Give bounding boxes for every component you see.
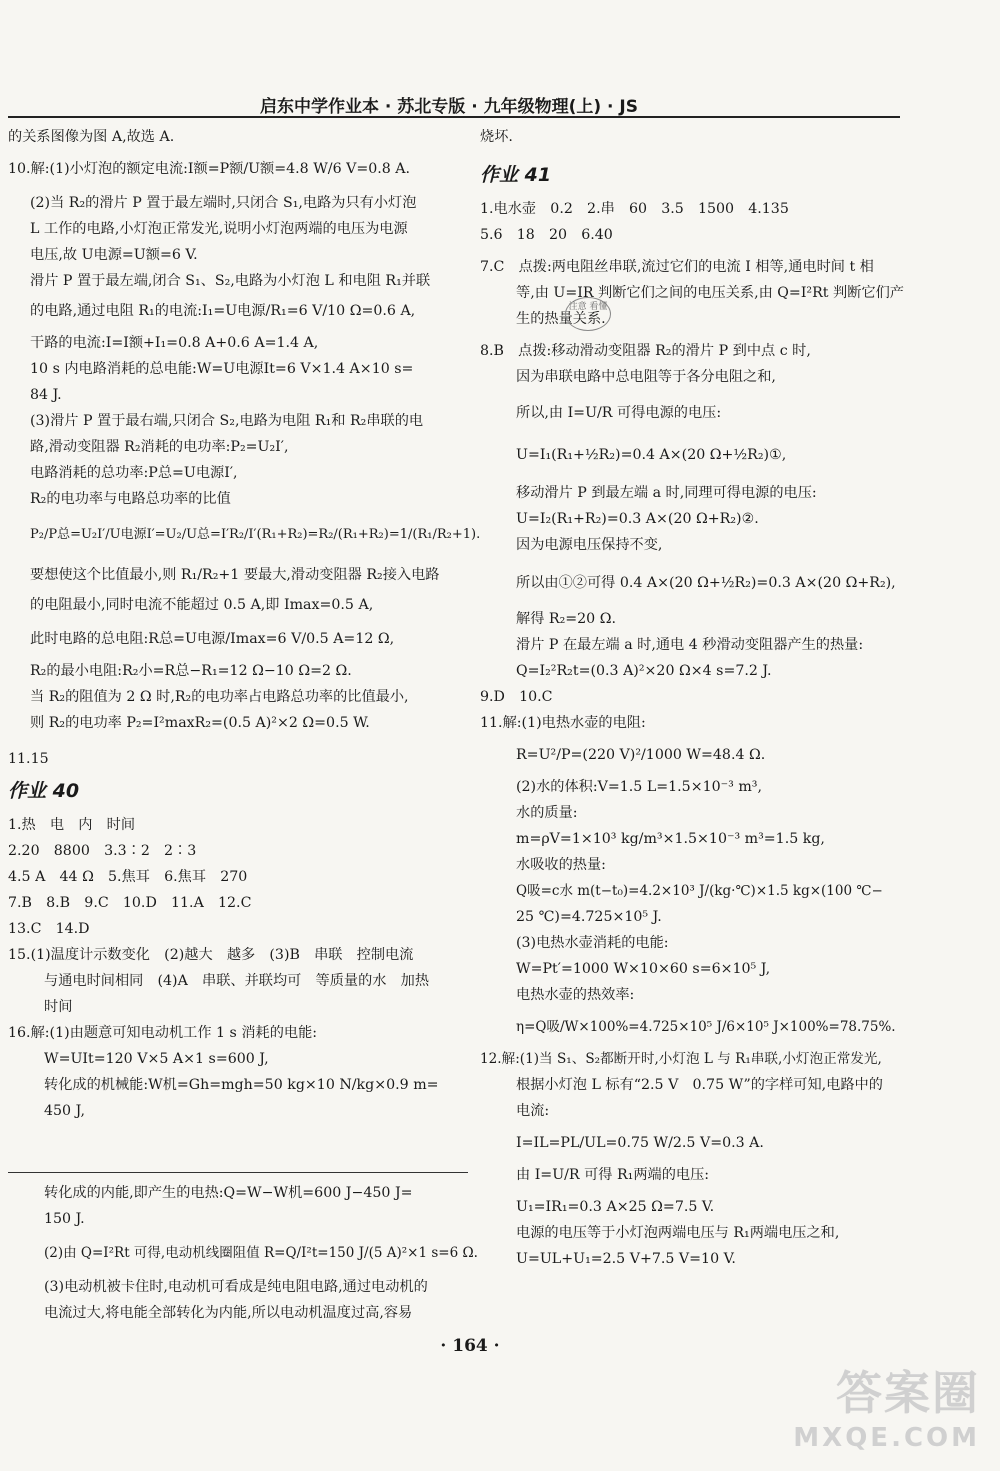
text-line: 11.15: [8, 751, 49, 767]
formula-line: P₂/P总=U₂I′/U电源I′=U₂/U总=I′R₂/I′(R₁+R₂)=R₂/(R₁+R₂)=1/(R₁/R₂+1).: [30, 527, 481, 542]
text-line: 电压,故 U电源=U额=6 V.: [30, 247, 198, 263]
answer-line: 生的热量关系.: [516, 311, 606, 327]
answer-line: 4.5 A 44 Ω 5.焦耳 6.焦耳 270: [8, 869, 248, 885]
left-column-bottom: [8, 1180, 478, 1326]
section-title-40: 作业 40: [8, 780, 80, 802]
text-line: (3)滑片 P 置于最右端,只闭合 S₂,电路为电阻 R₁和 R₂串联的电: [30, 413, 424, 429]
answer-line: 2.20 8800 3.3∶2 2∶3: [8, 843, 197, 859]
answer-line: 因为电源电压保持不变,: [516, 537, 663, 553]
answer-line: 25 ℃)=4.725×10⁵ J.: [516, 909, 662, 925]
watermark-text-url: MXQE.COM: [793, 1423, 980, 1453]
answer-line: 电源的电压等于小灯泡两端电压与 R₁两端电压之和,: [516, 1225, 840, 1241]
text-line: 的电路,通过电阻 R₁的电流:I₁=U电源/R₁=6 V/10 Ω=0.6 A,: [30, 303, 416, 319]
answer-line: 与通电时间相同 (4)A 串联、并联均可 等质量的水 加热: [44, 973, 430, 989]
formula-line: I=IL=PL/UL=0.75 W/2.5 V=0.3 A.: [516, 1135, 764, 1151]
text-line: 10.解:(1)小灯泡的额定电流:I额=P额/U额=4.8 W/6 V=0.8 A.: [8, 161, 411, 177]
text-line: 的关系图像为图 A,故选 A.: [8, 129, 175, 145]
answer-line: m=ρV=1×10³ kg/m³×1.5×10⁻³ m³=1.5 kg,: [516, 831, 825, 847]
answer-line: Q=I₂²R₂t=(0.3 A)²×20 Ω×4 s=7.2 J.: [516, 663, 772, 679]
answer-line: 11.解:(1)电热水壶的电阻:: [480, 715, 646, 731]
answer-line: 5.6 18 20 6.40: [480, 227, 613, 243]
text-line: 10 s 内电路消耗的总电能:W=U电源It=6 V×1.4 A×10 s=: [30, 361, 414, 377]
left-bottom-divider: [8, 1172, 468, 1173]
answer-line: U=I₂(R₁+R₂)=0.3 A×(20 Ω+R₂)②.: [516, 511, 759, 527]
text-line: 滑片 P 置于最左端,闭合 S₁、S₂,电路为小灯泡 L 和电阻 R₁并联: [30, 273, 431, 289]
answer-line: W=Pt′=1000 W×10×60 s=6×10⁵ J,: [516, 961, 771, 977]
text-line: 此时电路的总电阻:R总=U电源/Imax=6 V/0.5 A=12 Ω,: [30, 631, 395, 647]
answer-line: 15.(1)温度计示数变化 (2)越大 越多 (3)B 串联 控制电流: [8, 947, 414, 963]
text-line: 要想使这个比值最小,则 R₁/R₂+1 要最大,滑动变阻器 R₂接入电路: [30, 567, 440, 583]
text-line: 当 R₂的阻值为 2 Ω 时,R₂的电功率占电路总功率的比值最小,: [30, 689, 409, 705]
text-line: R₂的最小电阻:R₂小=R总−R₁=12 Ω−10 Ω=2 Ω.: [30, 663, 352, 679]
text-line: 150 J.: [44, 1211, 85, 1227]
answer-line: 所以,由 I=U/R 可得电源的电压:: [516, 405, 722, 421]
answer-line: 转化成的机械能:W机=Gh=mgh=50 kg×10 N/kg×0.9 m=: [44, 1077, 439, 1093]
answer-line: 因为串联电路中总电阻等于各分电阻之和,: [516, 369, 776, 385]
text-line: 则 R₂的电功率 P₂=I²maxR₂=(0.5 A)²×2 Ω=0.5 W.: [30, 715, 370, 731]
answer-line: 根据小灯泡 L 标有“2.5 V 0.75 W”的字样可知,电路中的: [516, 1077, 883, 1093]
answer-line: 等,由 U=IR 判断它们之间的电压关系,由 Q=I²Rt 判断它们产: [516, 285, 904, 301]
text-line: 干路的电流:I=I额+I₁=0.8 A+0.6 A=1.4 A,: [30, 335, 319, 351]
answer-line: 12.解:(1)当 S₁、S₂都断开时,小灯泡 L 与 R₁串联,小灯泡正常发光,: [480, 1051, 882, 1067]
answer-line: 解得 R₂=20 Ω.: [516, 611, 616, 627]
text-line: 的电阻最小,同时电流不能超过 0.5 A,即 Imax=0.5 A,: [30, 597, 374, 613]
header-divider: [8, 116, 900, 118]
section-title-41: 作业 41: [480, 164, 552, 186]
answer-line: 移动滑片 P 到最左端 a 时,同理可得电源的电压:: [516, 485, 817, 501]
answer-line: 水的质量:: [516, 805, 578, 821]
page-number: · 164 ·: [440, 1336, 500, 1356]
text-line: 电流过大,将电能全部转化为内能,所以电动机温度过高,容易: [44, 1305, 413, 1321]
answer-line: 电流:: [516, 1103, 550, 1119]
answer-line: 16.解:(1)由题意可知电动机工作 1 s 消耗的电能:: [8, 1025, 318, 1041]
answer-line: (2)水的体积:V=1.5 L=1.5×10⁻³ m³,: [516, 779, 762, 795]
answer-line: 滑片 P 在最左端 a 时,通电 4 秒滑动变阻器产生的热量:: [516, 637, 864, 653]
answer-line: Q吸=c水 m(t−t₀)=4.2×10³ J/(kg·℃)×1.5 kg×(100 ℃−: [516, 883, 883, 899]
left-column: [8, 124, 481, 1124]
answer-line: 1.热 电 内 时间: [8, 817, 136, 833]
page-header: 启东中学作业本 · 苏北专版 · 九年级物理(上) · JS: [260, 97, 638, 117]
right-column: [480, 124, 904, 1272]
text-line: 84 J.: [30, 387, 62, 403]
formula-line: (2)由 Q=I²Rt 可得,电动机线圈阻值 R=Q/I²t=150 J/(5 A)²×1 s=6 Ω.: [44, 1245, 478, 1261]
answer-line: 13.C 14.D: [8, 921, 90, 937]
answer-line: 7.C 点拨:两电阻丝串联,流过它们的电流 I 相等,通电时间 t 相: [480, 259, 874, 275]
answer-line: 时间: [44, 999, 73, 1015]
formula-line: U=I₁(R₁+½R₂)=0.4 A×(20 Ω+½R₂)①,: [516, 447, 787, 463]
text-line: R₂的电功率与电路总功率的比值: [30, 491, 231, 507]
text-line: (3)电动机被卡住时,电动机可看成是纯电阻电路,通过电动机的: [44, 1279, 428, 1295]
answer-line: 7.B 8.B 9.C 10.D 11.A 12.C: [8, 895, 252, 911]
text-line: 烧坏.: [480, 129, 513, 145]
answer-line: 450 J,: [44, 1103, 85, 1119]
answer-line: 8.B 点拨:移动滑动变阻器 R₂的滑片 P 到中点 c 时,: [480, 343, 811, 359]
answer-line: W=UIt=120 V×5 A×1 s=600 J,: [44, 1051, 269, 1067]
review-stamp: 注意 看懂: [565, 297, 611, 331]
answer-line: (3)电热水壶消耗的电能:: [516, 935, 669, 951]
answer-line: U=UL+U₁=2.5 V+7.5 V=10 V.: [516, 1251, 736, 1267]
text-line: 路,滑动变阻器 R₂消耗的电功率:P₂=U₂I′,: [30, 439, 289, 455]
text-line: L 工作的电路,小灯泡正常发光,说明小灯泡两端的电压为电源: [30, 221, 408, 237]
formula-line: R=U²/P=(220 V)²/1000 W=48.4 Ω.: [516, 747, 766, 763]
watermark-text-main: 答案圈: [836, 1366, 980, 1420]
formula-line: η=Q吸/W×100%=4.725×10⁵ J/6×10⁵ J×100%=78.75%.: [516, 1019, 896, 1035]
text-line: 转化成的内能,即产生的电热:Q=W−W机=600 J−450 J=: [44, 1185, 413, 1201]
formula-line: 所以由①②可得 0.4 A×(20 Ω+½R₂)=0.3 A×(20 Ω+R₂),: [516, 575, 896, 591]
answer-line: U₁=IR₁=0.3 A×25 Ω=7.5 V.: [516, 1199, 715, 1215]
answer-line: 电热水壶的热效率:: [516, 987, 635, 1003]
text-line: (2)当 R₂的滑片 P 置于最左端时,只闭合 S₁,电路为只有小灯泡: [30, 195, 417, 211]
watermark-logo: [793, 1357, 980, 1453]
answer-line: 1.电水壶 0.2 2.串 60 3.5 1500 4.135: [480, 201, 789, 217]
text-line: 电路消耗的总功率:P总=U电源I′,: [30, 465, 238, 481]
answer-line: 9.D 10.C: [480, 689, 553, 705]
answer-line: 由 I=U/R 可得 R₁两端的电压:: [516, 1167, 710, 1183]
answer-line: 水吸收的热量:: [516, 857, 606, 873]
